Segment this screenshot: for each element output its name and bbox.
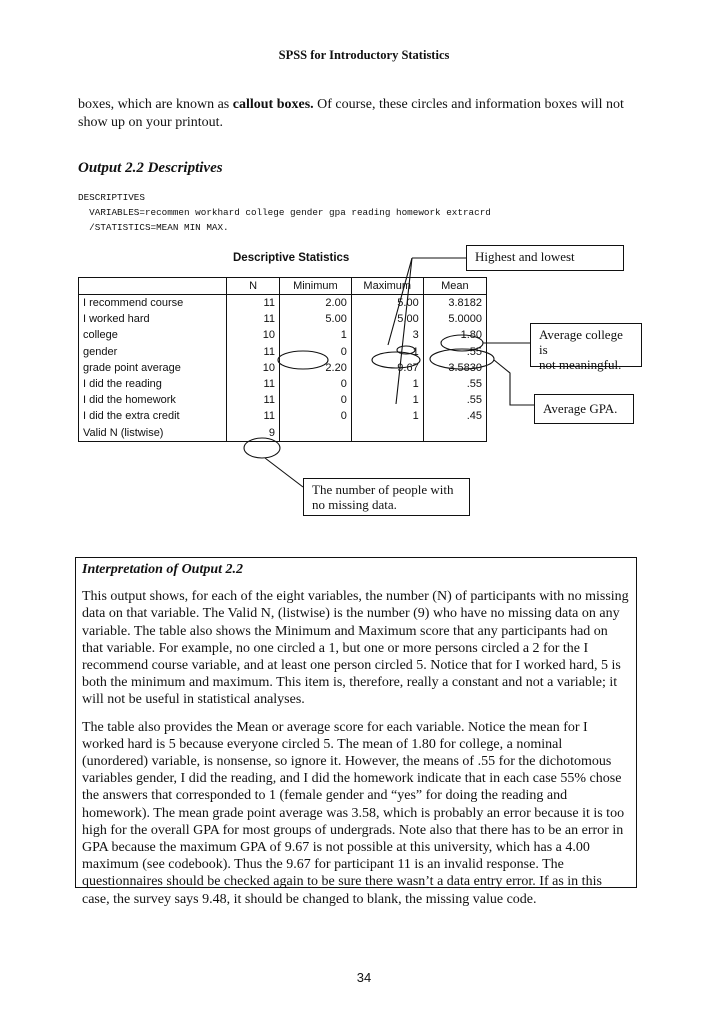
- callout-missing-data: The number of people with no missing data.: [303, 478, 470, 516]
- cell-mean: .55: [423, 376, 486, 392]
- row-label: I did the reading: [83, 378, 162, 391]
- page-number: 34: [356, 970, 372, 985]
- table-row: [79, 392, 486, 408]
- cell-max: 9.67: [351, 360, 423, 376]
- cell-n: 11: [227, 344, 280, 360]
- row-label: I worked hard: [83, 313, 150, 326]
- row-label: I recommend course: [83, 297, 184, 310]
- row-label: I did the extra credit: [83, 410, 180, 423]
- row-label: college: [83, 329, 118, 342]
- column-header: Maximum: [351, 278, 423, 295]
- cell-mean: .55: [423, 392, 486, 408]
- cell-max: [351, 425, 423, 441]
- running-header: SPSS for Introductory Statistics: [278, 48, 450, 62]
- interpretation-title: Interpretation of Output 2.2: [82, 562, 244, 577]
- callout-average-college: Average college is not meaningful.: [530, 323, 642, 367]
- syntax-block: [78, 190, 491, 235]
- cell-max: 5.00: [351, 295, 423, 312]
- callout-highest-lowest: Highest and lowest: [466, 245, 624, 271]
- cell-min: 0: [279, 408, 351, 424]
- table-row: [79, 344, 486, 360]
- cell-n: 11: [227, 376, 280, 392]
- cell-mean: [423, 425, 486, 441]
- cell-min: 2.00: [279, 295, 351, 312]
- table-title: Descriptive Statistics: [233, 252, 350, 264]
- cell-min: 0: [279, 392, 351, 408]
- table-row: [79, 327, 486, 343]
- row-label: grade point average: [83, 361, 181, 374]
- cell-n: 10: [227, 360, 280, 376]
- cell-mean: 1.80: [423, 327, 486, 343]
- column-header: Minimum: [279, 278, 351, 295]
- pointer-line: [265, 458, 303, 487]
- table-row: [79, 408, 486, 424]
- cell-mean: .45: [423, 408, 486, 424]
- table-row: [79, 311, 486, 327]
- row-label: gender: [83, 345, 118, 358]
- cell-n: 11: [227, 408, 280, 424]
- callout-average-gpa: Average GPA.: [534, 394, 634, 424]
- pointer-line: [494, 360, 534, 405]
- intro-text-2: Of course, these circles and information boxes will not show up on your printout.: [78, 97, 624, 130]
- cell-min: 1: [279, 327, 351, 343]
- cell-min: [279, 425, 351, 441]
- cell-min: 5.00: [279, 311, 351, 327]
- cell-max: 5.00: [351, 311, 423, 327]
- cell-max: 1: [351, 408, 423, 424]
- table-row: [79, 295, 486, 312]
- intro-text-1: boxes, which are known as: [78, 97, 233, 112]
- table-row: [79, 360, 486, 376]
- interpretation-paragraph: The table also provides the Mean or average score for each variable. Notice the mean for I worked hard is 5 because everyone circled 5. The mean of 1.80 for college, a nominal (unordered) variable, is nonsense, so ignore it. However, the means of .55 for the dichotomous variables gender, I did the reading, and I did the homework indicate that in each case 55% chose the answers that corresponded to 1 (female gender and “yes” for doing the reading and homework). The mean grade point average was 3.58, which is probably an error because it is too high for the overall GPA for most groups of undergrads. Note also that there has to be an error in GPA because the maximum GPA of 9.67 is not possible at this university, which has a 4.00 maximum (see codebook). Thus the 9.67 for participant 11 is an invalid response. The questionnaires should be checked again to be sure there wasn’t a data entry error. If as in this case, the survey says 9.48, it should be changed to blank, the missing value code.: [82, 719, 625, 907]
- cell-max: 1: [351, 344, 423, 360]
- cell-max: 1: [351, 376, 423, 392]
- cell-max: 1: [351, 392, 423, 408]
- cell-n: 9: [227, 425, 280, 441]
- cell-mean: 5.0000: [423, 311, 486, 327]
- cell-n: 11: [227, 392, 280, 408]
- table-row: [79, 425, 486, 441]
- output-title: Output 2.2 Descriptives: [78, 160, 223, 176]
- cell-n: 11: [227, 295, 280, 312]
- cell-min: 0: [279, 344, 351, 360]
- cell-n: 11: [227, 311, 280, 327]
- intro-paragraph: [78, 96, 648, 132]
- table-header-row: [79, 278, 486, 295]
- interpretation-paragraph: This output shows, for each of the eight variables, the number (N) of participants with no missing data on that variable. The Valid N, (listwise) is the number (9) who have no missing data on any variable. The table also shows the Minimum and Maximum score that any participants had on that variable. For example, no one circled a 1, but one or more persons circled a 2 for the I recommend course variable, and at least one person circled 5. Notice that for I worked hard, 5 is both the minimum and maximum. This item is, therefore, really a constant and not a variable; it will not be useful in statistical analyses.: [82, 589, 629, 708]
- cell-max: 3: [351, 327, 423, 343]
- cell-min: 2.20: [279, 360, 351, 376]
- syntax-line: VARIABLES=recommen workhard college gender gpa reading homework extracrd: [78, 207, 491, 218]
- cell-mean: .55: [423, 344, 486, 360]
- row-label: Valid N (listwise): [83, 426, 164, 439]
- column-header: Mean: [423, 278, 486, 295]
- column-header: [79, 278, 227, 295]
- descriptive-statistics-table: [78, 277, 487, 442]
- cell-n: 10: [227, 327, 280, 343]
- cell-mean: 3.5830: [423, 360, 486, 376]
- syntax-line: DESCRIPTIVES: [78, 192, 145, 203]
- cell-min: 0: [279, 376, 351, 392]
- column-header: N: [227, 278, 280, 295]
- interpretation-box: [75, 557, 637, 907]
- syntax-line: /STATISTICS=MEAN MIN MAX.: [78, 222, 229, 233]
- cell-mean: 3.8182: [423, 295, 486, 312]
- intro-bold-term: callout boxes.: [232, 97, 314, 112]
- row-label: I did the homework: [83, 394, 176, 407]
- table-row: [79, 376, 486, 392]
